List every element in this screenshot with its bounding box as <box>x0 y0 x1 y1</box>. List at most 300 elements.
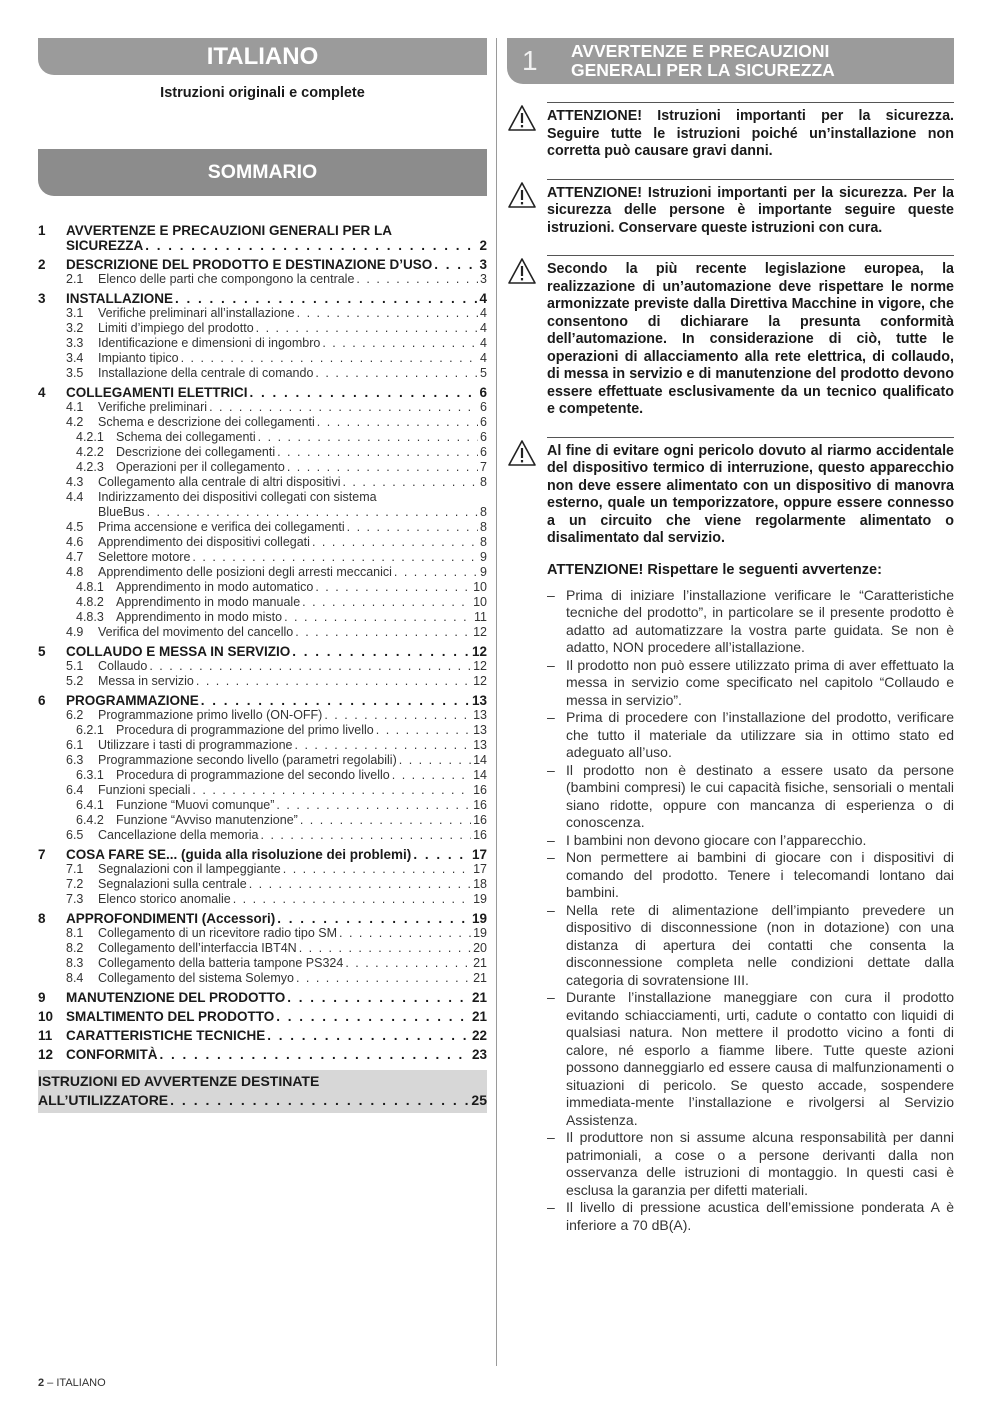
list-item <box>547 762 954 832</box>
toc-chapter <box>38 693 487 843</box>
bullet-text: Prima di procedere con l’installazione del prodotto, verificare che tutto il materiale da utilizzare sia in ottimo stato ed adeguato all’uso. <box>566 709 954 760</box>
toc-section-number: 4.2.3 <box>76 460 104 474</box>
toc-chapter-title-row <box>66 385 487 400</box>
bullet-text: Il produttore non si assume alcuna responsabilità per danni patrimoniali, a cose o a persone derivanti dalla non osservanza delle istruzioni di montaggio. In questi casi è esclusa la garanzia per difetti materiali. <box>566 1129 954 1198</box>
toc-section-row[interactable] <box>66 926 487 941</box>
toc-chapter-title-row <box>66 1028 487 1043</box>
toc-chapter <box>38 223 487 253</box>
toc-section-row[interactable] <box>66 674 487 689</box>
toc-chapter-title: SMALTIMENTO DEL PRODOTTO <box>66 1009 275 1024</box>
toc-leader-dots <box>283 862 471 877</box>
toc-section-row[interactable] <box>66 430 487 445</box>
toc-section-title: Funzione “Muovi comunque” <box>116 798 275 812</box>
list-item <box>547 709 954 762</box>
toc-page-number: 13 <box>473 708 487 722</box>
toc-section-number: 6.4.1 <box>76 798 104 812</box>
toc-section-number: 5.1 <box>66 659 84 673</box>
toc-chapter-title-line2 <box>66 238 487 253</box>
toc-section-row[interactable] <box>66 971 487 986</box>
warning-text: Al fine di evitare ogni pericolo dovuto al riarmo accidentale del dispositivo termico di interruzione, questo apparecchio non deve essere alimentato con un dispositivo di manovra esterno, quale un temporizzatore, oppure essere connesso a un circuito che viene regolarmente alimentato o disalimentato dal servizio. <box>547 437 954 548</box>
toc-section-row[interactable] <box>66 366 487 381</box>
toc-leader-dots <box>392 768 471 783</box>
toc-section-number: 4.3 <box>66 475 84 489</box>
toc-chapter <box>38 1047 487 1062</box>
toc-section-row[interactable] <box>66 565 487 580</box>
toc-chapter-title: APPROFONDIMENTI (Accessori) <box>66 911 276 926</box>
toc-section-title: Descrizione dei collegamenti <box>116 445 276 459</box>
footer-separator: – <box>44 1377 57 1389</box>
toc-section-row[interactable] <box>66 610 487 625</box>
language-banner: ITALIANO <box>38 38 487 75</box>
list-item <box>547 989 954 1129</box>
toc-leader-dots <box>147 505 478 520</box>
toc-leader-dots <box>315 366 478 381</box>
toc-leader-dots <box>297 306 478 321</box>
warning-block <box>507 102 954 161</box>
toc-section-number: 4.8.3 <box>76 610 104 624</box>
toc-page-number: 23 <box>471 1047 487 1062</box>
toc-chapter-number: 12 <box>38 1047 54 1062</box>
toc-section-title: Schema e descrizione dei collegamenti <box>98 415 315 429</box>
toc-section-number: 4.5 <box>66 520 84 534</box>
toc-section-number: 2.1 <box>66 272 84 286</box>
toc-chapter-number: 4 <box>38 385 46 400</box>
toc-section-number: 4.7 <box>66 550 84 564</box>
toc-section-row[interactable] <box>66 336 487 351</box>
bullet-text: I bambini non devono giocare con l’apparecchio. <box>566 831 867 848</box>
toc-section-title: Apprendimento dei dispositivi collegati <box>98 535 310 549</box>
toc-chapter-body <box>66 257 487 287</box>
toc-section-row[interactable] <box>66 941 487 956</box>
toc-page-number: 16 <box>473 798 487 812</box>
toc-page-number: 9 <box>480 565 487 579</box>
toc-chapter-title: COSA FARE SE... (guida alla risoluzione dei problemi) <box>66 847 412 862</box>
toc-page-number: 9 <box>480 550 487 564</box>
toc-chapter-body <box>66 990 487 1005</box>
warning-triangle-icon <box>507 255 547 419</box>
summary-banner: SOMMARIO <box>38 149 487 196</box>
toc-leader-dots <box>267 1028 470 1043</box>
warning-block <box>507 255 954 419</box>
toc-page-number: 14 <box>473 753 487 767</box>
column-divider <box>496 38 497 1366</box>
toc-leader-dots <box>317 415 478 430</box>
toc-section-title: Collaudo <box>98 659 148 673</box>
document-subtitle: Istruzioni originali e complete <box>160 85 365 101</box>
toc-leader-dots <box>299 941 471 956</box>
toc-chapter-title: MANUTENZIONE DEL PRODOTTO <box>66 990 286 1005</box>
toc-page-number: 3 <box>480 272 487 286</box>
toc-chapter-title-row <box>66 291 487 306</box>
toc-page-number: 12 <box>473 674 487 688</box>
toc-section-row[interactable] <box>66 877 487 892</box>
toc-section-title: Segnalazioni con il lampeggiante <box>98 862 281 876</box>
toc-chapter-row[interactable] <box>38 1009 487 1024</box>
toc-page-number: 16 <box>473 783 487 797</box>
toc-leader-dots <box>413 847 470 862</box>
toc-page-number: 19 <box>473 892 487 906</box>
toc-page-number: 21 <box>473 956 487 970</box>
user-instructions-line2: ALL’UTILIZZATORE <box>38 1092 169 1108</box>
toc-leader-dots <box>233 892 471 907</box>
toc-page-number: 19 <box>473 926 487 940</box>
toc-leader-dots <box>192 550 478 565</box>
toc-section-number: 4.1 <box>66 400 84 414</box>
toc-leader-dots <box>347 520 478 535</box>
toc-section-row[interactable] <box>66 708 487 723</box>
toc-page-number: 8 <box>480 475 487 489</box>
toc-page-number: 5 <box>480 366 487 380</box>
toc-section-number: 8.3 <box>66 956 84 970</box>
toc-section-title: Elenco delle parti che compongono la centrale <box>98 272 355 286</box>
toc-section-number: 3.4 <box>66 351 84 365</box>
toc-section-row[interactable] <box>66 535 487 550</box>
toc-section-row[interactable] <box>66 445 487 460</box>
warning-triangle-icon <box>507 437 547 548</box>
bullet-text: Durante l’installazione maneggiare con cura il prodotto evitando schiacciamenti, urti, cadute o contatto con liquidi di qualsiasi natura. Non mettere il prodotto vicino a fonti di calore, né esporlo a fiamme libere. Tutte queste azioni possono danneggiarlo ed essere causa di malfunzionamenti o situazioni di pericolo. Se questo accade, sospendere immediata-mente l’installazione e rivolgersi al Servizio Assistenza. <box>566 989 954 1128</box>
toc-section-number: 4.2.1 <box>76 430 104 444</box>
toc-chapter-title: CARATTERISTICHE TECNICHE <box>66 1028 266 1043</box>
toc-leader-dots <box>277 911 470 926</box>
toc-chapter <box>38 847 487 907</box>
toc-chapter <box>38 257 487 287</box>
toc-chapter-row[interactable] <box>38 644 487 689</box>
toc-section-title: Apprendimento delle posizioni degli arresti meccanici <box>98 565 392 579</box>
toc-page-number: 3 <box>479 257 487 272</box>
user-instructions-entry[interactable] <box>38 1070 487 1113</box>
table-of-contents <box>38 223 487 1062</box>
toc-page-number: 6 <box>480 445 487 459</box>
toc-leader-dots <box>181 351 478 366</box>
toc-page-number: 13 <box>473 738 487 752</box>
toc-section-title: Messa in servizio <box>98 674 194 688</box>
user-instructions-line2-row <box>38 1091 487 1110</box>
toc-section-title: Funzioni speciali <box>98 783 191 797</box>
toc-section-number: 7.3 <box>66 892 84 906</box>
toc-section-title: Impianto tipico <box>98 351 179 365</box>
toc-leader-dots <box>312 535 478 550</box>
toc-page-number: 4 <box>480 306 487 320</box>
warning-text: ATTENZIONE! Istruzioni importanti per la sicurezza. Seguire tutte le istruzioni poiché un’installazione non corretta può causare gravi danni. <box>547 102 954 161</box>
toc-section-number: 3.2 <box>66 321 84 335</box>
toc-section-number: 7.1 <box>66 862 84 876</box>
toc-leader-dots <box>249 877 471 892</box>
toc-chapter-number: 2 <box>38 257 46 272</box>
toc-section-number: 4.8.2 <box>76 595 104 609</box>
toc-chapter-row[interactable] <box>38 385 487 640</box>
toc-section-number: 8.1 <box>66 926 84 940</box>
toc-page-number: 10 <box>473 595 487 609</box>
toc-chapter-body <box>66 644 487 689</box>
toc-section-number: 6.1 <box>66 738 84 752</box>
list-item <box>547 902 954 990</box>
toc-leader-dots <box>356 272 478 287</box>
toc-chapter-title: AVVERTENZE E PRECAUZIONI GENERALI PER LA <box>66 223 393 238</box>
toc-leader-dots <box>145 238 477 253</box>
toc-chapter-title: COLLEGAMENTI ELETTRICI <box>66 385 248 400</box>
toc-chapter-title-row <box>66 1009 487 1024</box>
list-item <box>547 849 954 902</box>
warning-text: ATTENZIONE! Istruzioni importanti per la sicurezza. Per la sicurezza delle persone è importante seguire queste istruzioni. Conservare queste istruzioni con cura. <box>547 179 954 238</box>
toc-leader-dots <box>339 926 471 941</box>
toc-leader-dots <box>209 400 478 415</box>
toc-section-row[interactable] <box>66 415 487 430</box>
list-item <box>547 1129 954 1199</box>
chapter-number: 1 <box>522 45 538 76</box>
toc-section-number: 3.1 <box>66 306 84 320</box>
toc-chapter-row[interactable] <box>38 257 487 287</box>
warning-triangle-icon <box>507 179 547 238</box>
toc-leader-dots <box>192 783 471 798</box>
toc-section-title: Identificazione e dimensioni di ingombro <box>98 336 321 350</box>
toc-leader-dots <box>287 990 470 1005</box>
toc-page-number: 11 <box>474 610 487 624</box>
toc-section-row[interactable] <box>66 828 487 843</box>
toc-section-row[interactable] <box>66 580 487 595</box>
toc-chapter-row[interactable] <box>38 990 487 1005</box>
toc-section-row[interactable] <box>66 625 487 640</box>
toc-section-title: Verifiche preliminari <box>98 400 208 414</box>
toc-section-title: Schema dei collegamenti <box>116 430 256 444</box>
bullet-text: Il livello di pressione acustica dell’emissione ponderata A è inferiore a 70 dB(A). <box>566 1199 954 1233</box>
toc-page-number: 25 <box>471 1092 487 1108</box>
toc-chapter <box>38 1009 487 1024</box>
toc-page-number: 12 <box>471 644 487 659</box>
toc-section-row[interactable] <box>66 798 487 813</box>
toc-chapter-number: 7 <box>38 847 46 862</box>
toc-chapter-body <box>66 1009 487 1024</box>
toc-chapter-body <box>66 1047 487 1062</box>
toc-leader-dots <box>322 336 478 351</box>
toc-section-title: Limiti d’impiego del prodotto <box>98 321 254 335</box>
toc-section-row[interactable] <box>66 306 487 321</box>
toc-section-row[interactable] <box>66 475 487 490</box>
toc-chapter-title-cont: SICUREZZA <box>66 238 144 253</box>
toc-leader-dots <box>434 257 477 272</box>
toc-chapter <box>38 1028 487 1043</box>
toc-section-title: Operazioni per il collegamento <box>116 460 285 474</box>
toc-chapter <box>38 911 487 986</box>
toc-page-number: 22 <box>471 1028 487 1043</box>
toc-page-number: 4 <box>479 291 487 306</box>
bullet-dash: – <box>547 586 555 603</box>
toc-section-row[interactable] <box>66 520 487 535</box>
toc-section-title: Verifica del movimento del cancello <box>98 625 294 639</box>
warnings-list <box>507 102 954 548</box>
bullet-dash: – <box>547 656 555 673</box>
toc-leader-dots <box>292 644 470 659</box>
toc-section-row[interactable] <box>66 595 487 610</box>
toc-section-row[interactable] <box>66 753 487 768</box>
toc-chapter <box>38 644 487 689</box>
toc-page-number: 6 <box>480 415 487 429</box>
toc-section-title: Selettore motore <box>98 550 191 564</box>
toc-page-number: 21 <box>471 990 487 1005</box>
toc-section-title: Collegamento dell’interfaccia IBT4N <box>98 941 297 955</box>
toc-chapter-body <box>66 291 487 381</box>
warning-block <box>507 437 954 548</box>
toc-page-number: 12 <box>473 625 487 639</box>
toc-section-title: Elenco storico anomalie <box>98 892 231 906</box>
toc-section-title: Segnalazioni sulla centrale <box>98 877 247 891</box>
toc-section-row[interactable] <box>66 768 487 783</box>
toc-chapter-title-row <box>66 847 487 862</box>
toc-page-number: 4 <box>480 336 487 350</box>
toc-chapter-title-row <box>66 644 487 659</box>
toc-page-number: 10 <box>473 580 487 594</box>
toc-section-row[interactable] <box>66 490 487 505</box>
toc-chapter-title-row <box>66 1047 487 1062</box>
toc-section-number: 3.5 <box>66 366 84 380</box>
toc-chapter-number: 6 <box>38 693 46 708</box>
toc-section-row[interactable] <box>66 783 487 798</box>
toc-chapter-number: 10 <box>38 1009 54 1024</box>
bullet-dash: – <box>547 1199 555 1215</box>
toc-section-row[interactable] <box>66 956 487 971</box>
toc-leader-dots <box>196 674 471 689</box>
toc-section-number: 7.2 <box>66 877 84 891</box>
toc-page-number: 17 <box>473 862 487 876</box>
toc-section-row-cont[interactable] <box>66 505 487 520</box>
toc-leader-dots <box>284 610 472 625</box>
toc-leader-dots <box>376 723 471 738</box>
toc-section-number: 4.8.1 <box>76 580 104 594</box>
toc-section-title: Prima accensione e verifica dei collegamenti <box>98 520 345 534</box>
toc-chapter-row[interactable] <box>38 911 487 986</box>
toc-chapter-title-line1 <box>66 223 487 238</box>
toc-section-title: Programmazione secondo livello (parametri regolabili) <box>98 753 397 767</box>
toc-section-row[interactable] <box>66 738 487 753</box>
toc-leader-dots <box>296 971 471 986</box>
left-column <box>38 38 487 1113</box>
toc-section-row[interactable] <box>66 862 487 877</box>
toc-chapter <box>38 990 487 1005</box>
toc-section-title: Cancellazione della memoria <box>98 828 259 842</box>
toc-section-number: 5.2 <box>66 674 84 688</box>
toc-section-number: 3.3 <box>66 336 84 350</box>
toc-chapter-title-row <box>66 693 487 708</box>
toc-leader-dots <box>276 798 471 813</box>
toc-section-title: Collegamento della batteria tampone PS324 <box>98 956 344 970</box>
bullet-text: Non permettere ai bambini di giocare con i dispositivi di comando del prodotto. Tenere i telecomandi lontano dai bambini. <box>566 849 954 900</box>
toc-leader-dots <box>324 708 471 723</box>
toc-page-number: 14 <box>473 768 487 782</box>
toc-leader-dots <box>258 430 478 445</box>
toc-chapter-body <box>66 1028 487 1043</box>
toc-leader-dots <box>201 693 470 708</box>
bullet-text: Prima di iniziare l’installazione verificare le “Caratteristiche tecniche del prodotto”, in particolare se il presente prodotto è adatto ad automatizzare la vostra parte guidata. Se non è adatto, NON procedere all’istallazione. <box>566 586 954 655</box>
toc-page-number: 7 <box>480 460 487 474</box>
toc-page-number: 6 <box>480 430 487 444</box>
toc-chapter-row[interactable] <box>38 223 487 253</box>
toc-section-row[interactable] <box>66 550 487 565</box>
bullet-text: Il prodotto non è destinato a essere usato da persone (bambini compresi) le cui capacità fisiche, sensoriali o mentali siano ridotte, oppure con mancanza di esperienza o di conoscenza. <box>566 761 954 830</box>
toc-section-row[interactable] <box>66 351 487 366</box>
toc-chapter-row[interactable] <box>38 847 487 907</box>
toc-section-number: 4.9 <box>66 625 84 639</box>
toc-section-number: 6.4 <box>66 783 84 797</box>
user-instructions-line1: ISTRUZIONI ED AVVERTENZE DESTINATE <box>38 1073 320 1089</box>
toc-page-number: 8 <box>480 535 487 549</box>
toc-chapter <box>38 385 487 640</box>
precautions-list <box>547 587 954 1235</box>
toc-chapter-row[interactable] <box>38 1028 487 1043</box>
toc-chapter-body <box>66 223 487 253</box>
toc-section-title: Programmazione primo livello (ON-OFF) <box>98 708 323 722</box>
toc-leader-dots <box>256 321 478 336</box>
toc-section-row[interactable] <box>66 400 487 415</box>
toc-section-number: 4.2.2 <box>76 445 104 459</box>
toc-chapter-number: 1 <box>38 223 46 238</box>
toc-section-number: 6.3 <box>66 753 84 767</box>
toc-chapter-body <box>66 911 487 986</box>
toc-page-number: 21 <box>471 1009 487 1024</box>
toc-section-number: 8.4 <box>66 971 84 985</box>
toc-leader-dots <box>175 291 477 306</box>
bullet-text: Il prodotto non può essere utilizzato prima di aver effettuato la messa in servizio come specificato nel capitolo “Collaudo e messa in servizio”. <box>566 656 954 708</box>
chapter-banner <box>507 38 954 84</box>
toc-page-number: 21 <box>473 971 487 985</box>
toc-chapter-row[interactable] <box>38 1047 487 1062</box>
toc-chapter-title: DESCRIZIONE DEL PRODOTTO E DESTINAZIONE D’USO <box>66 257 433 272</box>
toc-section-title: Procedura di programmazione del secondo livello <box>116 768 390 782</box>
warning-triangle-icon <box>507 102 547 161</box>
toc-section-title: Verifiche preliminari all’installazione <box>98 306 295 320</box>
bullet-text: Nella rete di alimentazione dell’impianto prevedere un dispositivo di disconnessione (non in dotazione) con una distanza di apertura dei contatti che consenta la disconnessione completa nelle condizioni dettate dalla categoria di sovratensione III. <box>566 901 954 988</box>
toc-page-number: 6 <box>479 385 487 400</box>
toc-section-row[interactable] <box>66 321 487 336</box>
toc-chapter-title: COLLAUDO E MESSA IN SERVIZIO <box>66 644 291 659</box>
toc-leader-dots <box>160 1047 470 1062</box>
warning-text: Secondo la più recente legislazione europea, la realizzazione di un’automazione deve rispettare le norme armonizzate previste dalla Direttiva Macchine in vigore, che consentono di dichiarare la presunta conformità dell’automazione. In considerazione di ciò, tutte le operazioni di allacciamento alla rete elettrica, di collaudo, di messa in servizio e di manutenzione del prodotto devono essere effettuate esclusivamente da un tecnico qualificato e competente. <box>547 255 954 419</box>
toc-chapter-title-row <box>66 257 487 272</box>
toc-chapter-row[interactable] <box>38 693 487 843</box>
bullet-dash: – <box>547 989 555 1005</box>
toc-page-number: 12 <box>473 659 487 673</box>
toc-leader-dots <box>277 445 478 460</box>
toc-leader-dots <box>302 595 471 610</box>
toc-chapter-row[interactable] <box>38 291 487 381</box>
note-title: ATTENZIONE! Rispettare le seguenti avvertenze: <box>547 561 882 578</box>
warning-block <box>507 179 954 238</box>
toc-chapter-body <box>66 693 487 843</box>
toc-chapter-title: INSTALLAZIONE <box>66 291 173 306</box>
toc-chapter-body <box>66 385 487 640</box>
toc-page-number: 16 <box>473 828 487 842</box>
toc-page-number: 8 <box>480 520 487 534</box>
toc-leader-dots <box>295 738 472 753</box>
toc-section-row[interactable] <box>66 272 487 287</box>
toc-section-number: 6.4.2 <box>76 813 104 827</box>
list-item <box>547 1199 954 1234</box>
toc-chapter-body <box>66 847 487 907</box>
toc-section-row[interactable] <box>66 659 487 674</box>
toc-leader-dots <box>149 659 471 674</box>
toc-chapter-number: 9 <box>38 990 46 1005</box>
toc-section-title: Procedura di programmazione del primo livello <box>116 723 374 737</box>
toc-section-row[interactable] <box>66 892 487 907</box>
toc-leader-dots <box>394 565 478 580</box>
toc-section-row[interactable] <box>66 813 487 828</box>
list-item <box>547 587 954 657</box>
toc-leader-dots <box>345 956 471 971</box>
chapter-title-line1: AVVERTENZE E PRECAUZIONI <box>571 41 830 61</box>
bullet-dash: – <box>547 1129 555 1145</box>
toc-page-number: 8 <box>480 505 487 519</box>
toc-section-row[interactable] <box>66 723 487 738</box>
toc-section-row[interactable] <box>66 460 487 475</box>
right-column <box>507 38 954 1234</box>
